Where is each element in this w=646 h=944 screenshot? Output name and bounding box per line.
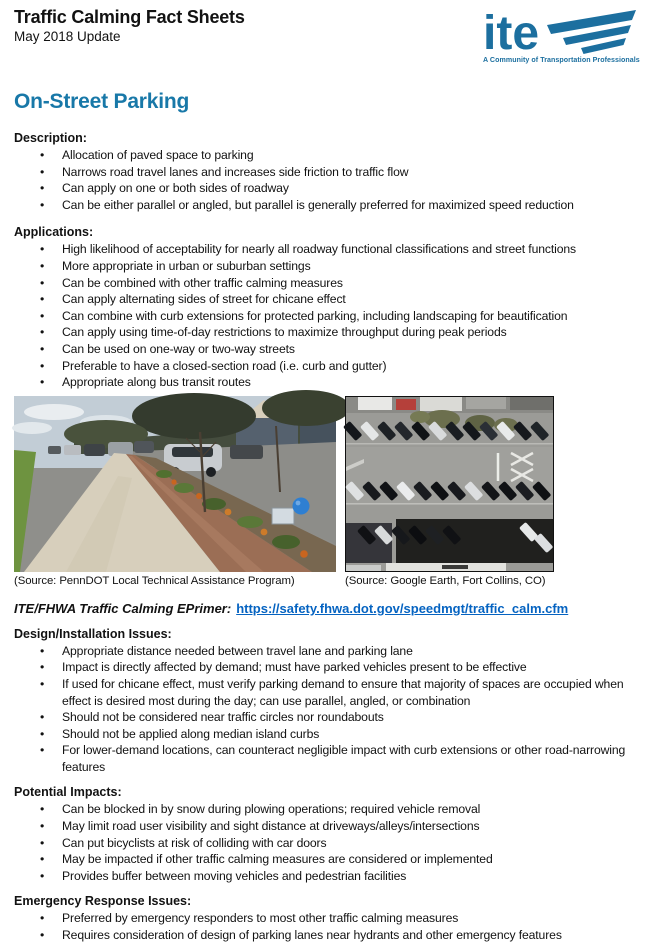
section-heading-design-installation-issues: Design/Installation Issues: (14, 626, 172, 641)
bullet-list-applications (14, 241, 637, 390)
section-heading-potential-impacts: Potential Impacts: (14, 785, 122, 800)
bullet-item: • High likelihood of acceptability for nearly all roadway functional classifications and street functions (14, 241, 637, 258)
eprimer-label: ITE/FHWA Traffic Calming EPrimer: (14, 600, 232, 616)
sections-top (14, 130, 637, 391)
bullet-item: • Impact is directly affected by demand; must have parked vehicles present to be effective (14, 659, 637, 676)
section-description (14, 130, 637, 213)
aerial-photo-image (345, 396, 554, 572)
street-photo-image (14, 396, 336, 572)
document-header (14, 6, 640, 65)
bullet-item: • May limit road user visibility and sight distance at driveways/alleys/intersections (14, 818, 637, 835)
bullet-item: • Can be combined with other traffic calming measures (14, 275, 637, 292)
bullet-item: • Can be used on one-way or two-way streets (14, 341, 637, 358)
street-photo-caption: (Source: PennDOT Local Technical Assistance Program) (14, 574, 295, 587)
section-heading-description: Description: (14, 131, 87, 145)
bullet-item: • Can combine with curb extensions for protected parking, including landscaping for beautification (14, 308, 637, 325)
bullet-item: • If used for chicane effect, must verify parking demand to ensure that majority of spaces are occupied when effect is desired most during the day; can use parallel, angled, or combination (14, 676, 637, 709)
street-photo-figure (14, 396, 336, 588)
eprimer-line (14, 600, 637, 617)
section-emergency-response-issues (14, 893, 637, 943)
bullet-item: • Provides buffer between moving vehicles and pedestrian facilities (14, 868, 637, 885)
bullet-item: • More appropriate in urban or suburban settings (14, 258, 637, 275)
bullet-item: • Can apply alternating sides of street for chicane effect (14, 291, 637, 308)
ite-logo-tagline: A Community of Transportation Professionals (483, 56, 640, 64)
bullet-item: • Can put bicyclists at risk of colliding with car doors (14, 835, 637, 852)
section-applications (14, 224, 637, 390)
bullet-item: • Appropriate distance needed between travel lane and parking lane (14, 643, 637, 660)
svg-text:ite: ite (483, 7, 540, 60)
page-title: On-Street Parking (14, 90, 190, 113)
document-title: Traffic Calming Fact Sheets (14, 7, 245, 27)
aerial-photo-figure (345, 396, 554, 588)
bullet-item: • Can be blocked in by snow during plowing operations; required vehicle removal (14, 801, 637, 818)
bullet-item: • Narrows road travel lanes and increases side friction to traffic flow (14, 164, 637, 181)
bullet-item: • Preferred by emergency responders to most other traffic calming measures (14, 910, 637, 927)
ite-logo (483, 7, 640, 65)
bullet-item: • Can apply on one or both sides of roadway (14, 180, 637, 197)
bullet-item: • Can be either parallel or angled, but parallel is generally preferred for maximized speed reduction (14, 197, 637, 214)
bullet-list-design-installation-issues (14, 643, 637, 776)
bullet-list-emergency-response-issues (14, 910, 637, 943)
eprimer-link[interactable]: https://safety.fhwa.dot.gov/speedmgt/traffic_calm.cfm (236, 600, 569, 616)
bullet-item: • Should not be applied along median island curbs (14, 726, 637, 743)
ite-logo-icon (483, 7, 637, 60)
sections-bottom (14, 626, 637, 944)
bullet-list-description (14, 147, 637, 213)
figure-row (14, 396, 637, 588)
bullet-item: • Allocation of paved space to parking (14, 147, 637, 164)
section-heading-emergency-response-issues: Emergency Response Issues: (14, 894, 192, 909)
bullet-item: • Preferable to have a closed-section road (i.e. curb and gutter) (14, 358, 637, 375)
bullet-item: • Can apply using time-of-day restrictions to maximize throughput during peak periods (14, 324, 637, 341)
bullet-item: • Requires consideration of design of parking lanes near hydrants and other emergency features (14, 927, 637, 944)
bullet-list-potential-impacts (14, 801, 637, 884)
section-heading-applications: Applications: (14, 225, 94, 240)
document-subtitle: May 2018 Update (14, 29, 121, 44)
aerial-photo-caption: (Source: Google Earth, Fort Collins, CO) (345, 574, 546, 587)
section-potential-impacts (14, 784, 637, 884)
header-text-block (14, 6, 245, 46)
bullet-item: • Should not be considered near traffic circles nor roundabouts (14, 709, 637, 726)
bullet-item: • Appropriate along bus transit routes (14, 374, 637, 391)
bullet-item: • For lower-demand locations, can counteract negligible impact with curb extensions or other road-narrowing features (14, 742, 637, 775)
bullet-item: • May be impacted if other traffic calming measures are considered or implemented (14, 851, 637, 868)
section-design-installation-issues (14, 626, 637, 776)
